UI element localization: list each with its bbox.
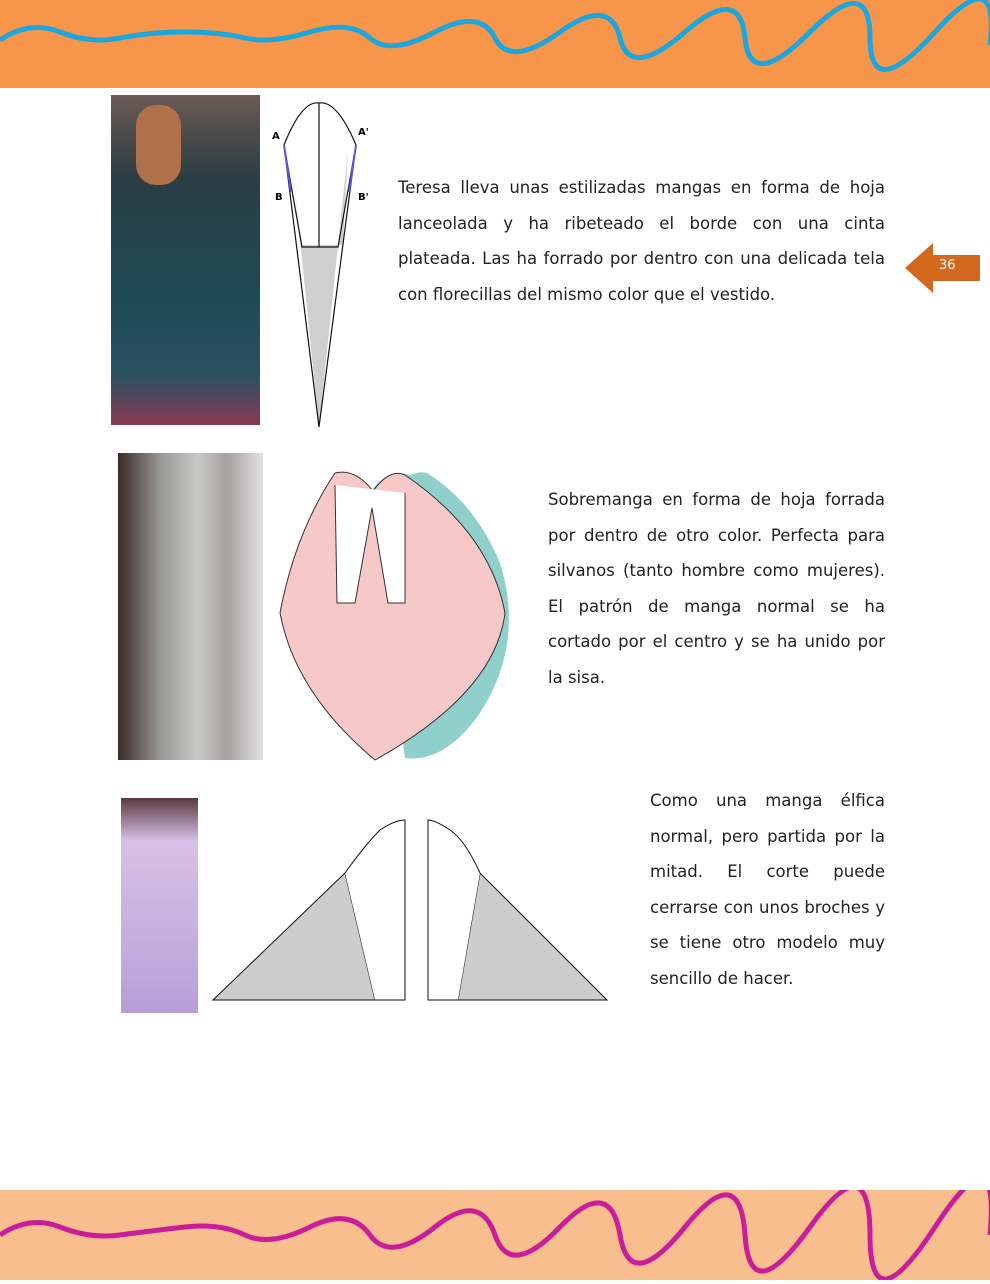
leaf-oversleeve-pattern <box>275 463 525 763</box>
label-a-prime: A' <box>358 127 369 138</box>
page-number-badge <box>905 243 985 293</box>
footer-band <box>0 1190 990 1280</box>
section-3-text: Como una manga élfica normal, pero partida por la mitad. El corte puede cerrarse con unos broches y se tiene otro modelo muy sencillo de hacer. <box>650 791 885 988</box>
photo-green-dress <box>111 95 260 425</box>
lanceolate-sleeve-pattern <box>262 95 380 427</box>
section-2-text: Sobremanga en forma de hoja forrada por dentro de otro color. Perfecta para silvanos (tanto hombre como mujeres). El patrón de manga normal se ha cortado por el centro y se ha unido por la sisa. <box>548 490 885 687</box>
header-wave <box>0 0 990 88</box>
photo-lilac-dress <box>121 798 198 1013</box>
label-b: B <box>275 192 283 203</box>
label-a: A <box>272 131 280 142</box>
section-1-text: Teresa lleva unas estilizadas mangas en forma de hoja lanceolada y ha ribeteado el borde con una cinta plateada. Las ha forrado por dentro con una delicada tela con florecillas del mismo color que el vestido. <box>398 178 885 304</box>
header-band <box>0 0 990 88</box>
page-number: 36 <box>939 258 956 273</box>
label-b-prime: B' <box>358 192 369 203</box>
photo-silver-dress <box>118 453 263 760</box>
split-sleeve-pattern <box>210 815 612 1005</box>
footer-wave <box>0 1190 990 1280</box>
